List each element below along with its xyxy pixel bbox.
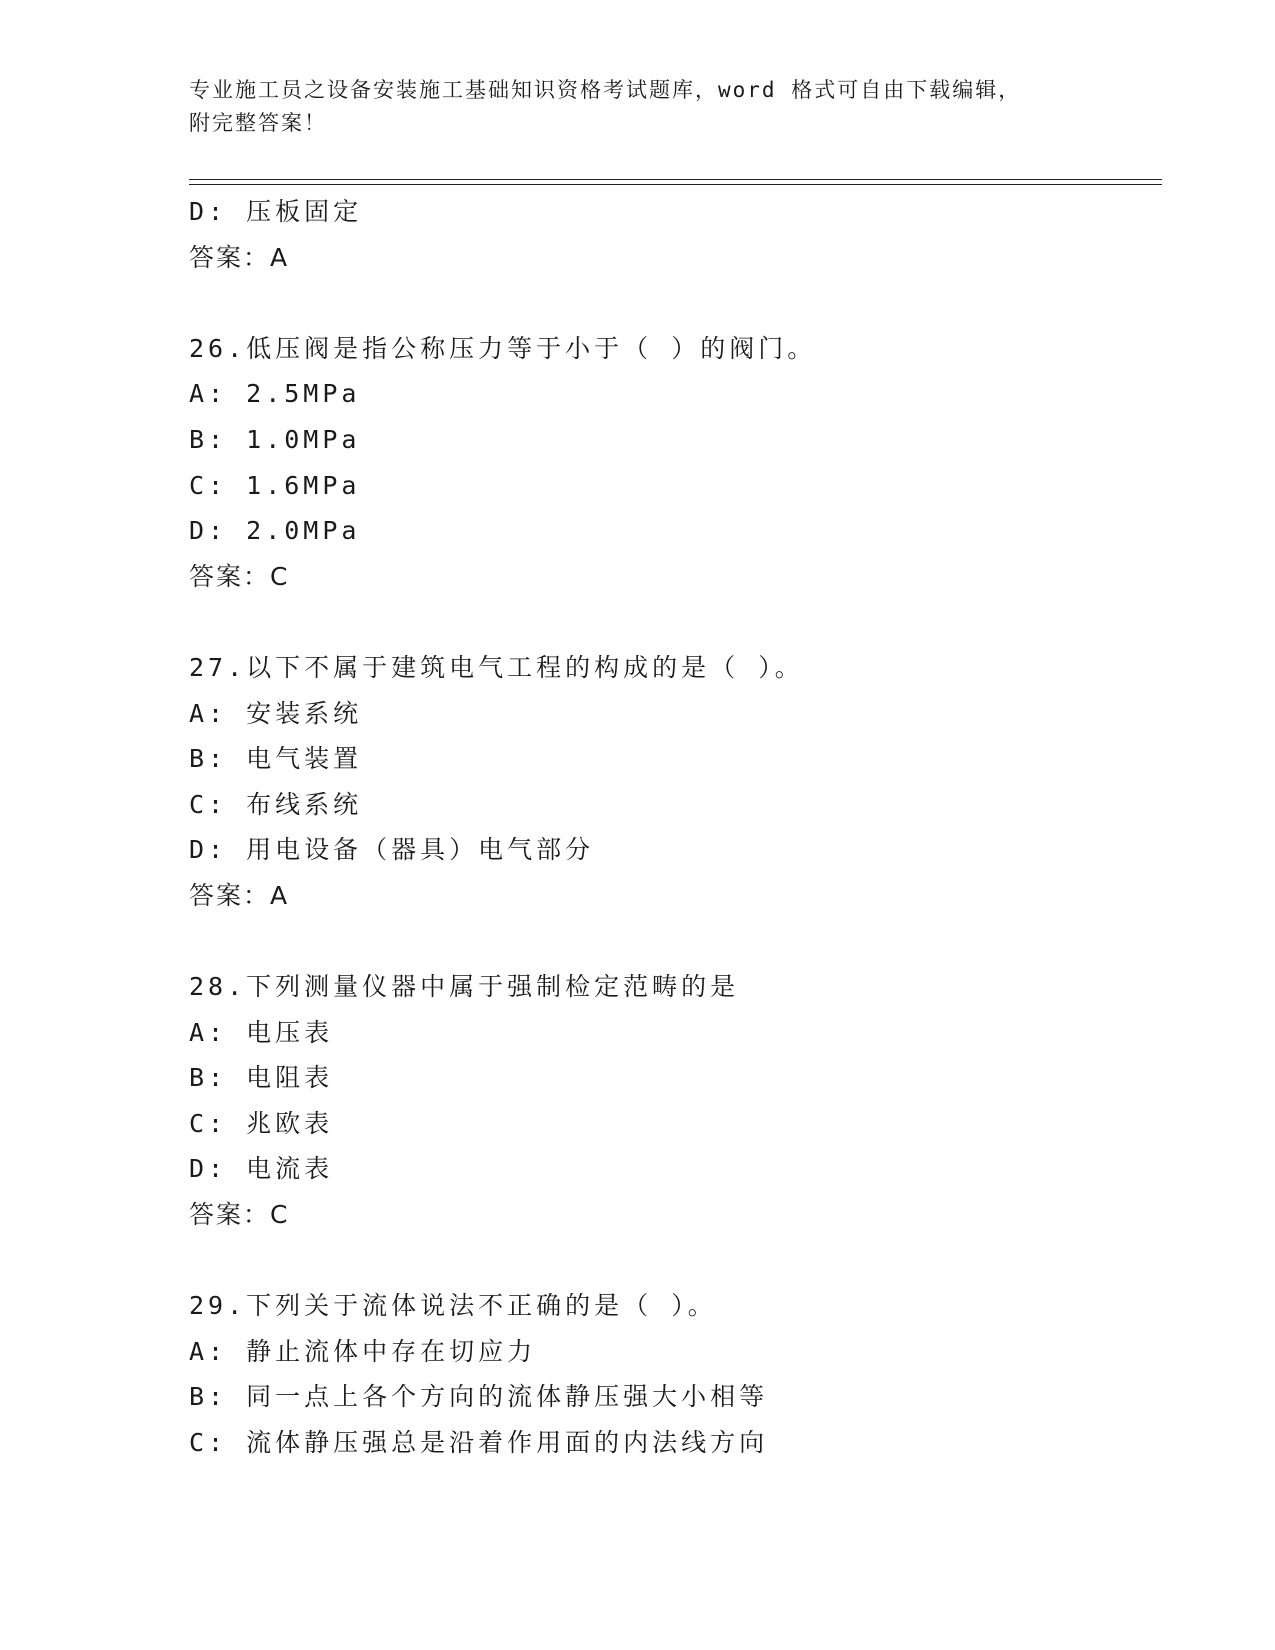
spacer	[189, 599, 1162, 645]
question-list	[189, 189, 1162, 1466]
answer-line: 答案：A	[189, 242, 290, 272]
header-line-2: 附完整答案！	[189, 111, 327, 135]
answer-line: 答案：C	[189, 561, 290, 591]
spacer	[189, 1238, 1162, 1284]
answer-line: 答案：C	[189, 1200, 290, 1230]
header-divider-top	[189, 179, 1162, 180]
option-c: C: 流体静压强总是沿着作用面的内法线方向	[189, 1428, 769, 1458]
option-d: D: 电流表	[189, 1154, 334, 1184]
question-block-25	[189, 189, 1162, 280]
option-c: C: 兆欧表	[189, 1108, 334, 1138]
option-d: D: 2.0MPa	[189, 516, 361, 546]
question-block-29	[189, 1283, 1162, 1465]
question-stem: 29.下列关于流体说法不正确的是（ ）。	[189, 1291, 717, 1321]
option-c: C: 布线系统	[189, 789, 363, 819]
option-b: B: 1.0MPa	[189, 424, 361, 454]
spacer	[189, 280, 1162, 326]
question-block-27	[189, 645, 1162, 919]
option-a: A: 电压表	[189, 1017, 334, 1047]
option-c: C: 1.6MPa	[189, 470, 361, 500]
option-b: B: 电阻表	[189, 1063, 334, 1093]
option-b: B: 同一点上各个方向的流体静压强大小相等	[189, 1382, 769, 1412]
document-header	[189, 74, 1089, 140]
option-d: D: 用电设备（器具）电气部分	[189, 835, 595, 865]
question-stem: 27.以下不属于建筑电气工程的构成的是（ ）。	[189, 652, 804, 682]
question-block-26	[189, 326, 1162, 600]
option-a: A: 静止流体中存在切应力	[189, 1336, 537, 1366]
spacer	[189, 919, 1162, 965]
header-divider-bottom	[189, 184, 1162, 185]
option-b: B: 电气装置	[189, 744, 363, 774]
option-a: A: 安装系统	[189, 698, 363, 728]
question-block-28	[189, 964, 1162, 1238]
option-d: D: 压板固定	[189, 197, 363, 226]
question-stem: 26.低压阀是指公称压力等于小于（ ）的阀门。	[189, 333, 817, 363]
option-a: A: 2.5MPa	[189, 379, 361, 409]
answer-line: 答案：A	[189, 880, 290, 910]
question-stem: 28.下列测量仪器中属于强制检定范畴的是	[189, 972, 740, 1002]
header-line-1: 专业施工员之设备安装施工基础知识资格考试题库，word 格式可自由下载编辑，	[189, 78, 1022, 102]
